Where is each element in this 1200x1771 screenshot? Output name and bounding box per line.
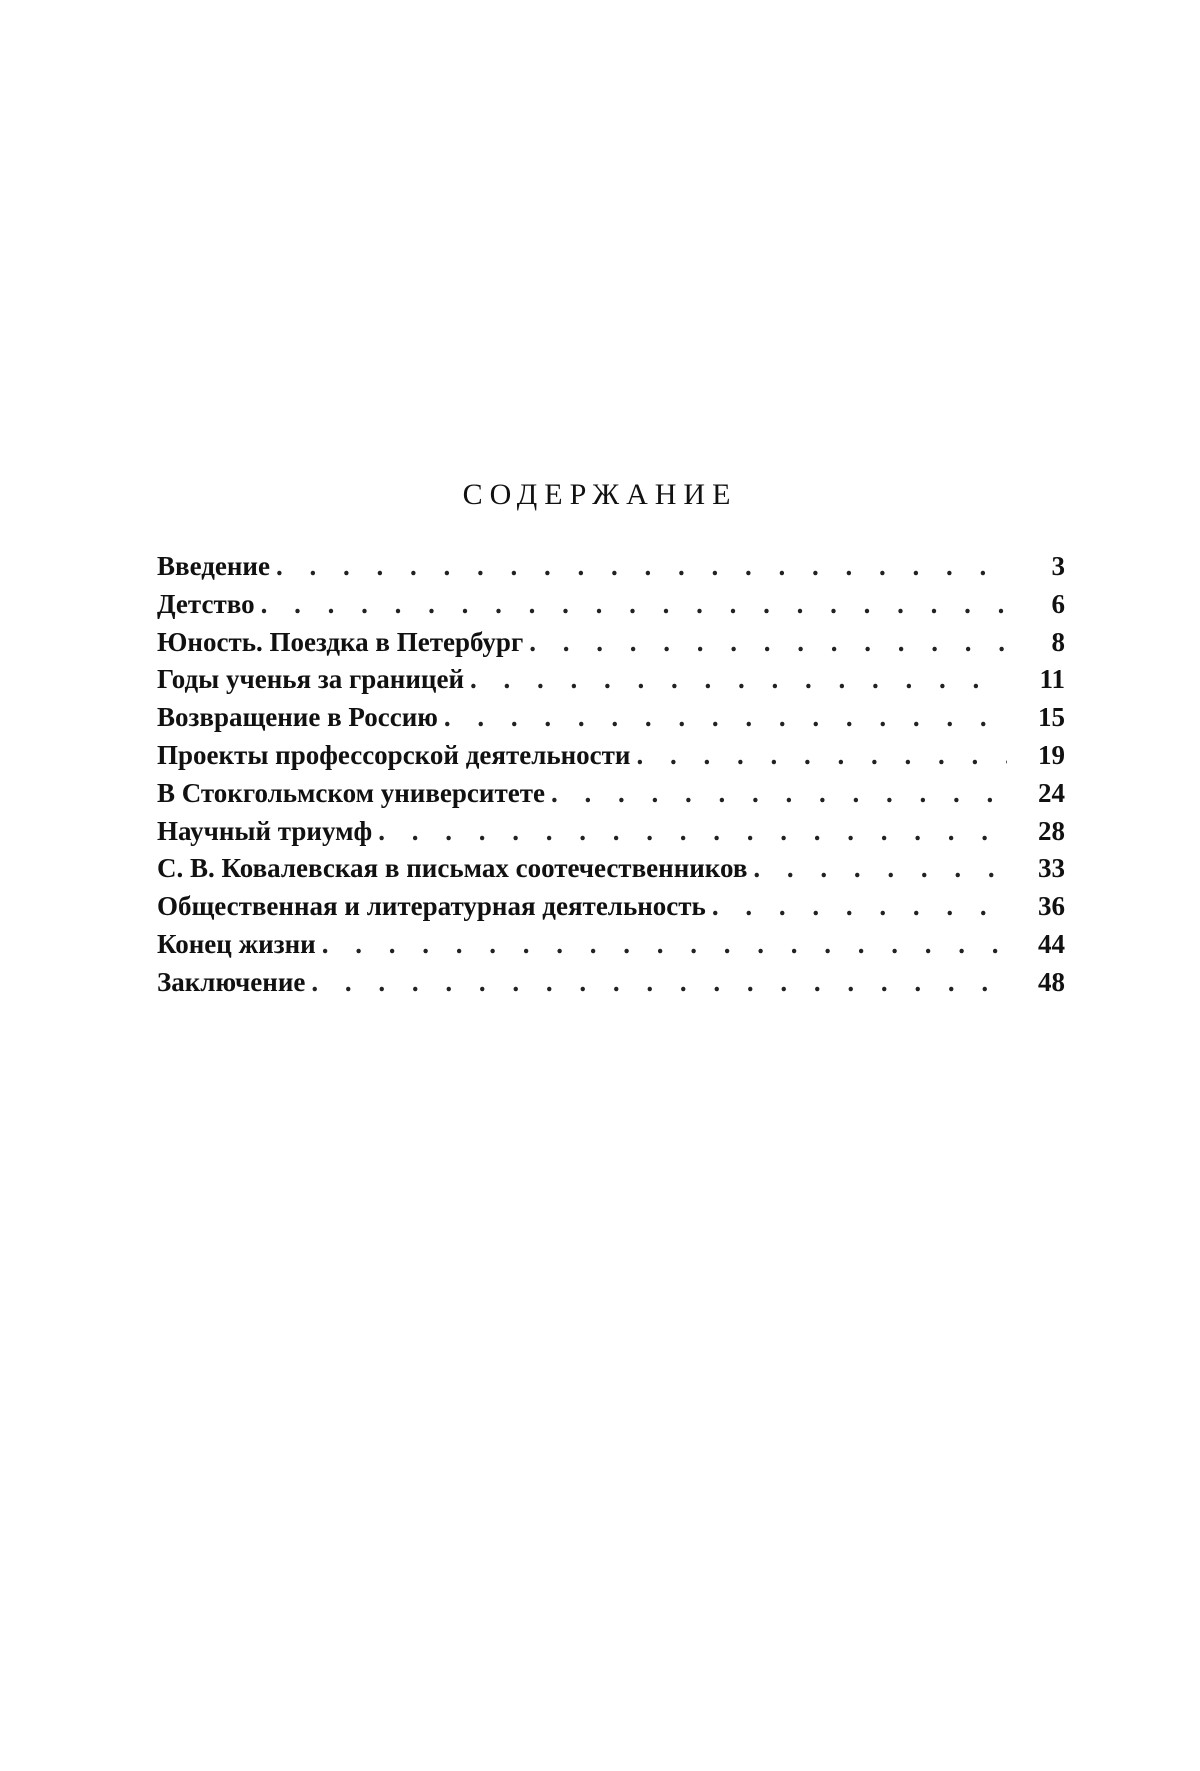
toc-entry-title: С. В. Ковалевская в письмах соотечественников (157, 853, 748, 884)
toc-entry-page: 8 (1051, 626, 1065, 657)
toc-entry-title: Научный триумф (157, 815, 373, 846)
toc-entry-page: 44 (1038, 928, 1065, 959)
toc-entry-page: 24 (1038, 777, 1065, 808)
toc-entry-page: 6 (1051, 588, 1065, 619)
toc-entry (157, 624, 1065, 662)
toc-dot-leader (378, 813, 1007, 851)
toc-entry-title: Юность. Поездка в Петербург (157, 626, 524, 657)
toc-entry-page: 33 (1038, 853, 1065, 884)
toc-entry-title: Заключение (157, 966, 306, 997)
toc-entry-title: Возвращение в Россию (157, 702, 438, 733)
toc-entry-title: Общественная и литературная деятельность (157, 891, 706, 922)
toc-entry (157, 850, 1065, 888)
toc-entry (157, 926, 1065, 964)
toc-entry-title: В Стокгольмском университете (157, 777, 545, 808)
toc-entry-page: 28 (1038, 815, 1065, 846)
table-of-contents (157, 548, 1065, 1002)
toc-entry (157, 586, 1065, 624)
toc-dot-leader (712, 888, 1007, 926)
toc-dot-leader (753, 850, 1007, 888)
toc-entry (157, 813, 1065, 851)
toc-entry (157, 737, 1065, 775)
toc-dot-leader (276, 548, 1007, 586)
toc-entry-title: Детство (157, 588, 255, 619)
toc-entry (157, 699, 1065, 737)
toc-title: СОДЕРЖАНИЕ (462, 478, 738, 511)
toc-entry-title: Конец жизни (157, 928, 316, 959)
toc-dot-leader (551, 775, 1007, 813)
toc-dot-leader (311, 964, 1007, 1002)
toc-entry (157, 888, 1065, 926)
toc-entry-page: 36 (1038, 891, 1065, 922)
toc-entry-title: Проекты профессорской деятельности (157, 739, 631, 770)
toc-entry-page: 19 (1038, 739, 1065, 770)
toc-entry-title: Годы ученья за границей (157, 664, 465, 695)
toc-entry (157, 775, 1065, 813)
toc-entry-page: 48 (1038, 966, 1065, 997)
toc-dot-leader (529, 624, 1007, 662)
toc-entry-page: 3 (1051, 551, 1065, 581)
toc-dot-leader (261, 586, 1007, 624)
toc-dot-leader (636, 737, 1007, 775)
toc-entry (157, 548, 1065, 586)
toc-entry-title: Введение (157, 551, 270, 581)
toc-dot-leader (470, 661, 1007, 699)
toc-dot-leader (444, 699, 1007, 737)
toc-entry (157, 964, 1065, 1002)
toc-entry (157, 661, 1065, 699)
toc-dot-leader (322, 926, 1007, 964)
toc-entry-page: 11 (1039, 664, 1065, 695)
toc-entry-page: 15 (1038, 702, 1065, 733)
